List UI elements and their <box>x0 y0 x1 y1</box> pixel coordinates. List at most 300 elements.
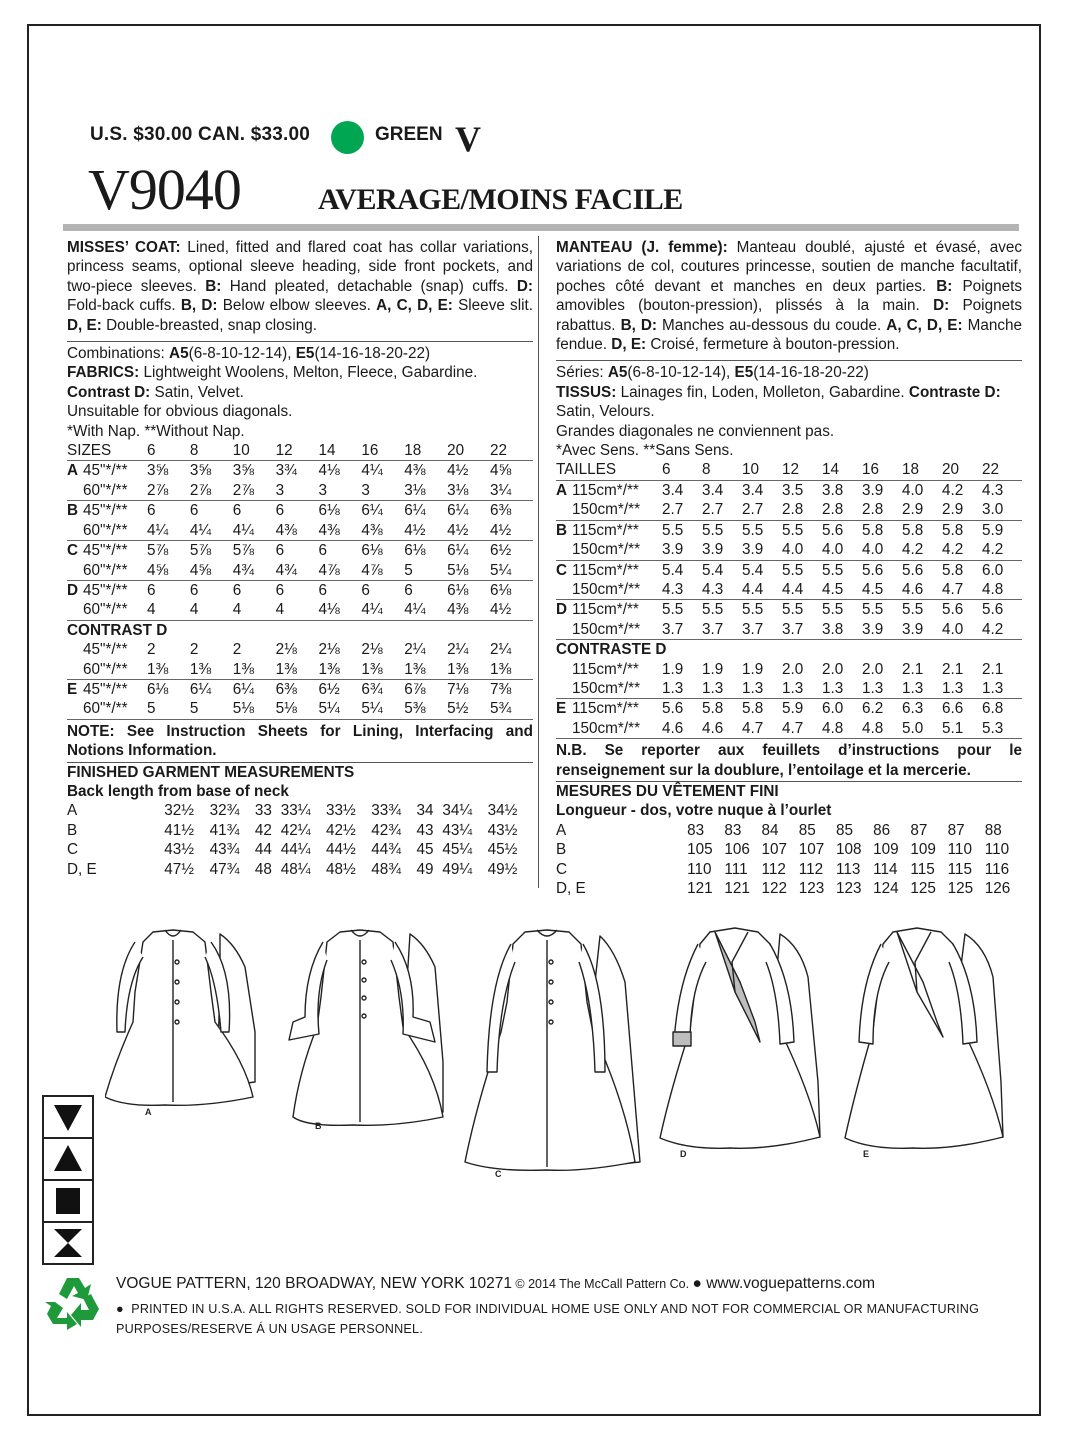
sizes-header-row <box>67 441 533 461</box>
combinations-label: Combinations: <box>67 345 170 363</box>
size-cell: 8 <box>702 460 742 480</box>
yardage-value: 5.0 <box>902 719 942 739</box>
yardage-row <box>67 541 533 561</box>
description-body <box>556 239 1022 353</box>
finished-row <box>556 840 1022 859</box>
yardage-row <box>556 600 1022 620</box>
yardage-value: 4¼ <box>147 521 190 541</box>
yardage-value: 4.8 <box>822 719 862 739</box>
yardage-value: 7⅛ <box>447 680 469 698</box>
yardage-value: 5 <box>404 561 447 581</box>
combinations <box>556 363 1022 382</box>
yardage-value: 5⅛ <box>233 699 276 719</box>
yardage-row <box>556 679 1022 699</box>
yardage-value: 2¼ <box>404 641 426 659</box>
website[interactable]: www.voguepatterns.com <box>701 1275 876 1292</box>
yardage-value: 4.2 <box>982 540 1022 560</box>
yardage-value: 4.4 <box>782 580 822 600</box>
view-a-illustration <box>105 930 255 1105</box>
measurement-value: 49¼ <box>442 860 473 878</box>
yardage-value: 4.0 <box>822 540 862 560</box>
yardage-value: 5.5 <box>782 561 804 579</box>
yardage-value: 1.3 <box>942 679 982 699</box>
measurement-value: 45¼ <box>442 841 473 859</box>
yardage-value: 3¾ <box>275 462 297 480</box>
measurement-value: 42 <box>254 821 272 839</box>
yardage-value: 4⅛ <box>319 600 362 620</box>
contrast-section-row <box>67 620 533 640</box>
yardage-value: 4.2 <box>942 540 982 560</box>
fabric-width: 115cm*/** <box>572 660 639 678</box>
fabric-width: 45"*/** <box>83 581 128 599</box>
fabric-width: 60"*/** <box>83 699 147 719</box>
combo-e-sizes: (14-16-18-20-22) <box>753 364 869 382</box>
measurement-value: 34¼ <box>442 802 473 820</box>
fabric-width: 115cm*/** <box>572 700 639 718</box>
sizes-label: TAILLES <box>556 460 662 480</box>
yardage-value: 3⅛ <box>447 481 490 501</box>
yardage-value: 5 <box>190 699 233 719</box>
finished-row <box>556 879 1022 898</box>
view-label-a: A <box>145 1107 152 1117</box>
measurement-value: 86 <box>873 821 891 839</box>
yardage-value: 3.9 <box>742 540 782 560</box>
measurement-value: 106 <box>724 841 750 859</box>
yardage-value: 2⅞ <box>233 481 276 501</box>
measurement-value: 34 <box>416 802 434 820</box>
yardage-value: 6⅛ <box>361 542 383 560</box>
yardage-value: 6 <box>318 542 328 560</box>
yardage-value: 6.8 <box>982 700 1004 718</box>
finished-row <box>67 840 533 859</box>
measurement-value: 109 <box>910 841 936 859</box>
yardage-value: 5.4 <box>662 561 684 579</box>
fabric-width: 60"*/** <box>83 660 147 680</box>
view-label-d: D <box>680 1149 687 1159</box>
yardage-value: 5.5 <box>742 601 764 619</box>
description-segment: B, D: <box>620 316 658 334</box>
measurement-value: 108 <box>835 841 862 859</box>
view-b-illustration <box>289 930 443 1125</box>
measurement-value: 43¾ <box>209 841 240 859</box>
yardage-value: 5.8 <box>862 521 884 539</box>
yardage-row <box>556 520 1022 540</box>
yardage-value: 1.3 <box>782 679 822 699</box>
yardage-value: 3.4 <box>702 481 724 499</box>
yardage-row <box>556 560 1022 580</box>
footer-address-line <box>116 1275 875 1293</box>
yardage-table <box>67 441 533 720</box>
yardage-value: 6 <box>232 581 242 599</box>
view-letter: A <box>556 481 568 499</box>
measurement-value: 48¾ <box>371 860 401 878</box>
yardage-value: 6¼ <box>232 680 255 698</box>
yardage-row <box>67 600 533 620</box>
measurement-value: 44 <box>254 841 272 859</box>
measurement-value: 110 <box>984 841 1010 859</box>
yardage-value: 2.8 <box>782 500 822 520</box>
yardage-value: 6 <box>361 581 370 599</box>
view-letter: B <box>556 521 568 539</box>
fabric-width: 150cm*/** <box>572 719 662 739</box>
fabric-width: 60"*/** <box>83 521 147 541</box>
finished-row <box>556 860 1022 879</box>
description-segment: Poignets rabattus. <box>556 297 1022 334</box>
yardage-value: 2 <box>147 641 156 659</box>
yardage-value: 5¼ <box>319 699 362 719</box>
measurement-value: 42¼ <box>280 821 311 839</box>
view-letter: B <box>67 502 79 520</box>
measurement-value: 124 <box>873 880 899 897</box>
yardage-value: 5⅛ <box>447 561 490 581</box>
yardage-value: 3.9 <box>662 540 702 560</box>
fabric-width: 150cm*/** <box>572 620 662 640</box>
yardage-value: 2⅛ <box>361 641 383 659</box>
fabric-width: 60"*/** <box>83 600 147 620</box>
measurement-value: 34½ <box>487 802 518 820</box>
yardage-value: 6¼ <box>361 502 383 520</box>
measurement-value: 122 <box>761 880 788 897</box>
fabric-width: 60"*/** <box>83 481 147 501</box>
yardage-value: 5.6 <box>822 521 844 539</box>
sizes-header-row <box>556 460 1022 480</box>
yardage-value: 2.1 <box>902 660 924 678</box>
view-letter <box>556 500 572 520</box>
contrast <box>67 383 533 402</box>
measurement-value: 49½ <box>487 860 518 878</box>
view-label-b: B <box>315 1121 322 1131</box>
yardage-row <box>556 580 1022 600</box>
yardage-value: 2⅞ <box>147 481 190 501</box>
combinations-label: Séries: <box>556 364 608 382</box>
measurement-value: 41½ <box>164 821 195 839</box>
measurement-value: 105 <box>687 841 713 859</box>
yardage-value: 6¼ <box>447 542 469 560</box>
view-letter: C <box>67 542 79 560</box>
yardage-value: 1⅜ <box>233 660 276 680</box>
yardage-value: 1.9 <box>702 660 724 678</box>
description-segment: Lined, fitted and flared coat has collar variations, princess seams, optional sleeve heading, side front pockets, and two-piece sleeves. <box>67 239 533 295</box>
yardage-value: 3.4 <box>662 481 684 499</box>
yardage-value: 4⅞ <box>361 561 404 581</box>
yardage-value: 5⅞ <box>189 542 212 560</box>
yardage-row <box>67 521 533 541</box>
size-cell: 12 <box>276 441 319 461</box>
pattern-number: V9040 <box>88 157 241 222</box>
size-cell: 14 <box>822 460 862 480</box>
yardage-table <box>556 460 1022 739</box>
yardage-value: 4.2 <box>942 481 964 499</box>
yardage-value: 6 <box>318 581 328 599</box>
measurement-value: 121 <box>724 880 750 897</box>
description-segment: B: <box>205 277 222 295</box>
yardage-value: 5⅛ <box>276 699 319 719</box>
yardage-row <box>67 501 533 521</box>
fabrics-label: TISSUS: <box>556 383 617 401</box>
description-segment: D, E: <box>67 316 102 334</box>
yardage-value: 6 <box>189 502 199 520</box>
yardage-value: 5.5 <box>702 601 724 619</box>
measurement-value: 88 <box>984 821 1002 839</box>
yardage-value: 6⅛ <box>147 680 169 698</box>
measurement-value: 33¼ <box>280 802 311 820</box>
measurement-value: 113 <box>835 860 861 878</box>
nap-note: *Avec Sens. **Sans Sens. <box>556 442 734 460</box>
view-label: B <box>556 841 567 859</box>
yardage-value: 4.0 <box>862 540 902 560</box>
measurement-value: 41¾ <box>209 821 240 839</box>
description-segment: B: <box>936 277 953 295</box>
measurement-value: 121 <box>687 880 713 897</box>
contrast-label: Contrast D: <box>67 383 151 401</box>
yardage-value: 6½ <box>490 542 512 560</box>
measurement-value: 49 <box>416 860 434 878</box>
view-letter: D <box>67 581 79 599</box>
recycle-icon <box>45 1272 105 1332</box>
yardage-value: 2.0 <box>782 660 804 678</box>
yardage-value: 6.6 <box>942 700 964 718</box>
yardage-value: 4.3 <box>662 580 702 600</box>
yardage-value: 6¾ <box>361 680 383 698</box>
notions-note: NOTE: See Instruction Sheets for Lining, Interfacing and Notions Information. <box>67 722 533 760</box>
contrast-label: Contraste D: <box>908 383 1001 401</box>
measurement-value: 48¼ <box>280 860 311 878</box>
yardage-value: 1⅜ <box>276 660 319 680</box>
yardage-value: 3⅝ <box>147 462 169 480</box>
yardage-value: 3.0 <box>982 500 1022 520</box>
yardage-row <box>556 620 1022 640</box>
combo-a-sizes: (6-8-10-12-14), <box>188 345 296 363</box>
combo-e-sizes: (14-16-18-20-22) <box>314 345 431 363</box>
yardage-value: 4.7 <box>742 719 782 739</box>
finished-row <box>67 801 533 820</box>
yardage-value: 4⅝ <box>147 561 190 581</box>
yardage-value: 4.6 <box>662 719 702 739</box>
combo-a-sizes: (6-8-10-12-14), <box>627 364 735 382</box>
yardage-value: 5.4 <box>742 561 764 579</box>
view-letter: E <box>67 680 78 698</box>
yardage-value: 3 <box>361 481 404 501</box>
yardage-value: 3.9 <box>702 540 742 560</box>
description-segment: Sleeve slit. <box>452 297 533 315</box>
yardage-value: 1⅜ <box>490 660 533 680</box>
yardage-value: 3.4 <box>742 481 764 499</box>
english-column <box>67 238 533 879</box>
french-column <box>556 238 1022 898</box>
size-cell: 20 <box>447 441 490 461</box>
measurement-value: 32½ <box>164 802 195 820</box>
yardage-value: 4¾ <box>233 561 276 581</box>
description-segment: Poignets amovibles (bouton-pression), plissés à la main. <box>556 277 1023 315</box>
fabric-width: 115cm*/** <box>572 561 639 579</box>
measurement-value: 44½ <box>325 841 356 859</box>
view-label: D, E <box>67 860 97 878</box>
measurement-value: 83 <box>687 821 705 839</box>
finished-row <box>67 860 533 879</box>
fabric-width: 45"*/** <box>83 680 128 698</box>
yardage-value: 3 <box>276 481 319 501</box>
measurement-value: 125 <box>910 880 936 897</box>
yardage-value: 2.7 <box>702 500 742 520</box>
yardage-value: 5.8 <box>742 700 764 718</box>
view-letter <box>556 719 572 739</box>
measurement-value: 115 <box>910 860 935 878</box>
yardage-value: 4.7 <box>782 719 822 739</box>
fabric-width: 115cm*/** <box>572 481 639 499</box>
contrast-section-row <box>556 640 1022 660</box>
yardage-value: 6.2 <box>862 700 884 718</box>
yardage-value: 4 <box>233 600 276 620</box>
yardage-value: 5.8 <box>902 521 924 539</box>
yardage-row <box>556 500 1022 520</box>
finished-row <box>67 821 533 840</box>
yardage-value: 4.8 <box>982 580 1022 600</box>
separator <box>556 360 1022 361</box>
bullet-icon: ● <box>692 1275 702 1292</box>
notation-symbols <box>42 1095 94 1265</box>
yardage-value: 2 <box>189 641 199 659</box>
view-label: A <box>556 821 567 839</box>
view-letter <box>67 600 83 620</box>
yardage-value: 5.5 <box>862 601 884 619</box>
contrast-section-title: CONTRASTE D <box>556 641 667 659</box>
combo-e: E5 <box>295 345 315 363</box>
yardage-value: 6.3 <box>902 700 924 718</box>
yardage-value: 4 <box>147 600 190 620</box>
measurement-value: 48 <box>254 860 272 878</box>
yardage-value: 5⅞ <box>232 542 255 560</box>
yardage-value: 5 <box>147 699 190 719</box>
measurement-value: 33¾ <box>371 802 401 820</box>
fabric-width: 115cm*/** <box>572 521 639 539</box>
column-divider <box>538 236 539 888</box>
view-label: C <box>67 841 79 859</box>
yardage-value: 6¼ <box>447 502 469 520</box>
yardage-value: 1.9 <box>742 660 764 678</box>
yardage-row <box>67 580 533 600</box>
yardage-value: 2.8 <box>822 500 862 520</box>
finished-table <box>67 801 533 879</box>
fabric-width: 150cm*/** <box>572 679 662 699</box>
measurement-value: 123 <box>835 880 862 897</box>
yardage-value: 2.8 <box>862 500 902 520</box>
yardage-value: 6½ <box>318 680 340 698</box>
view-letter: E <box>556 700 567 718</box>
yardage-value: 4½ <box>490 521 533 541</box>
yardage-value: 5¾ <box>490 699 533 719</box>
yardage-value: 6¼ <box>404 502 426 520</box>
yardage-value: 2⅛ <box>275 641 297 659</box>
yardage-value: 5.5 <box>902 601 924 619</box>
yardage-value: 5.9 <box>782 700 804 718</box>
fabric-width: 115cm*/** <box>572 601 639 619</box>
fabrics-text: Lightweight Woolens, Melton, Fleece, Gabardine. <box>139 364 478 382</box>
view-c-illustration <box>465 930 640 1170</box>
yardage-row <box>67 679 533 699</box>
yardage-value: 4.2 <box>902 540 942 560</box>
size-cell: 12 <box>782 460 822 480</box>
yardage-value: 1.3 <box>822 679 862 699</box>
measurement-value: 87 <box>910 821 928 839</box>
color-label: GREEN <box>375 124 443 145</box>
yardage-value: 1.9 <box>662 660 684 678</box>
yardage-value: 1⅜ <box>447 660 490 680</box>
yardage-value: 4¼ <box>233 521 276 541</box>
yardage-value: 2.1 <box>982 660 1004 678</box>
yardage-value: 4⅝ <box>190 561 233 581</box>
yardage-value: 6⅛ <box>318 502 340 520</box>
bullet-icon: ● <box>116 1302 132 1316</box>
yardage-value: 4.3 <box>982 481 1004 499</box>
yardage-value: 6.0 <box>822 700 844 718</box>
description-segment: D, E: <box>611 336 647 354</box>
yardage-value: 5.3 <box>982 719 1022 739</box>
yardage-value: 4⅝ <box>490 462 512 480</box>
vogue-logo: V <box>455 119 481 159</box>
description-segment: Manteau doublé, ajusté et évasé, avec variations de col, coutures princesse, soutien de manche facultatif, poches côté devant et manches en deux parties. <box>556 239 1022 295</box>
yardage-value: 5.5 <box>742 521 764 539</box>
yardage-value: 7⅜ <box>490 680 512 698</box>
yardage-row <box>556 480 1022 500</box>
yardage-value: 2¼ <box>490 641 512 659</box>
measurement-value: 47¾ <box>209 860 240 878</box>
view-letter <box>67 640 83 659</box>
view-letter <box>67 481 83 501</box>
yardage-value: 6⅜ <box>275 680 297 698</box>
yardage-value: 5.6 <box>982 601 1004 619</box>
yardage-value: 4¼ <box>404 600 447 620</box>
square-icon <box>56 1188 80 1214</box>
fabric-width: 150cm*/** <box>572 580 662 600</box>
yardage-value: 5.5 <box>822 561 844 579</box>
yardage-value: 4¾ <box>276 561 319 581</box>
size-cell: 10 <box>742 460 782 480</box>
price: U.S. $30.00 CAN. $33.00 <box>90 124 311 145</box>
measurement-value: 112 <box>798 860 824 878</box>
contrast-text: Satin, Velvet. <box>150 383 244 401</box>
description-title: MANTEAU (J. femme): <box>556 239 728 256</box>
fabric-width: 150cm*/** <box>572 540 662 560</box>
yardage-value: 6 <box>275 502 285 520</box>
yardage-row <box>67 660 533 680</box>
measurement-value: 110 <box>687 860 712 878</box>
yardage-value: 4.2 <box>982 620 1022 640</box>
yardage-value: 3.9 <box>862 620 902 640</box>
yardage-value: 2⅞ <box>190 481 233 501</box>
size-cell: 18 <box>902 460 942 480</box>
yardage-value: 4¼ <box>190 521 233 541</box>
yardage-value: 6.0 <box>982 561 1004 579</box>
yardage-value: 6 <box>147 581 156 599</box>
fabrics <box>556 383 1022 422</box>
yardage-value: 5.9 <box>982 521 1004 539</box>
yardage-value: 1.3 <box>742 679 782 699</box>
yardage-row <box>67 640 533 659</box>
combo-a: A5 <box>169 345 189 363</box>
description-segment: Below elbow sleeves. <box>217 297 377 315</box>
measurement-value: 45 <box>416 841 434 859</box>
yardage-value: 6⅞ <box>404 680 426 698</box>
view-letter <box>67 521 83 541</box>
yardage-value: 5.5 <box>782 521 804 539</box>
measurement-value: 44¼ <box>280 841 311 859</box>
yardage-value: 4.5 <box>862 580 902 600</box>
view-label-e: E <box>863 1149 870 1159</box>
finished-title: FINISHED GARMENT MEASUREMENTS <box>67 763 355 781</box>
description <box>67 238 533 335</box>
yardage-value: 5.5 <box>822 601 844 619</box>
yardage-value: 4⅞ <box>319 561 362 581</box>
